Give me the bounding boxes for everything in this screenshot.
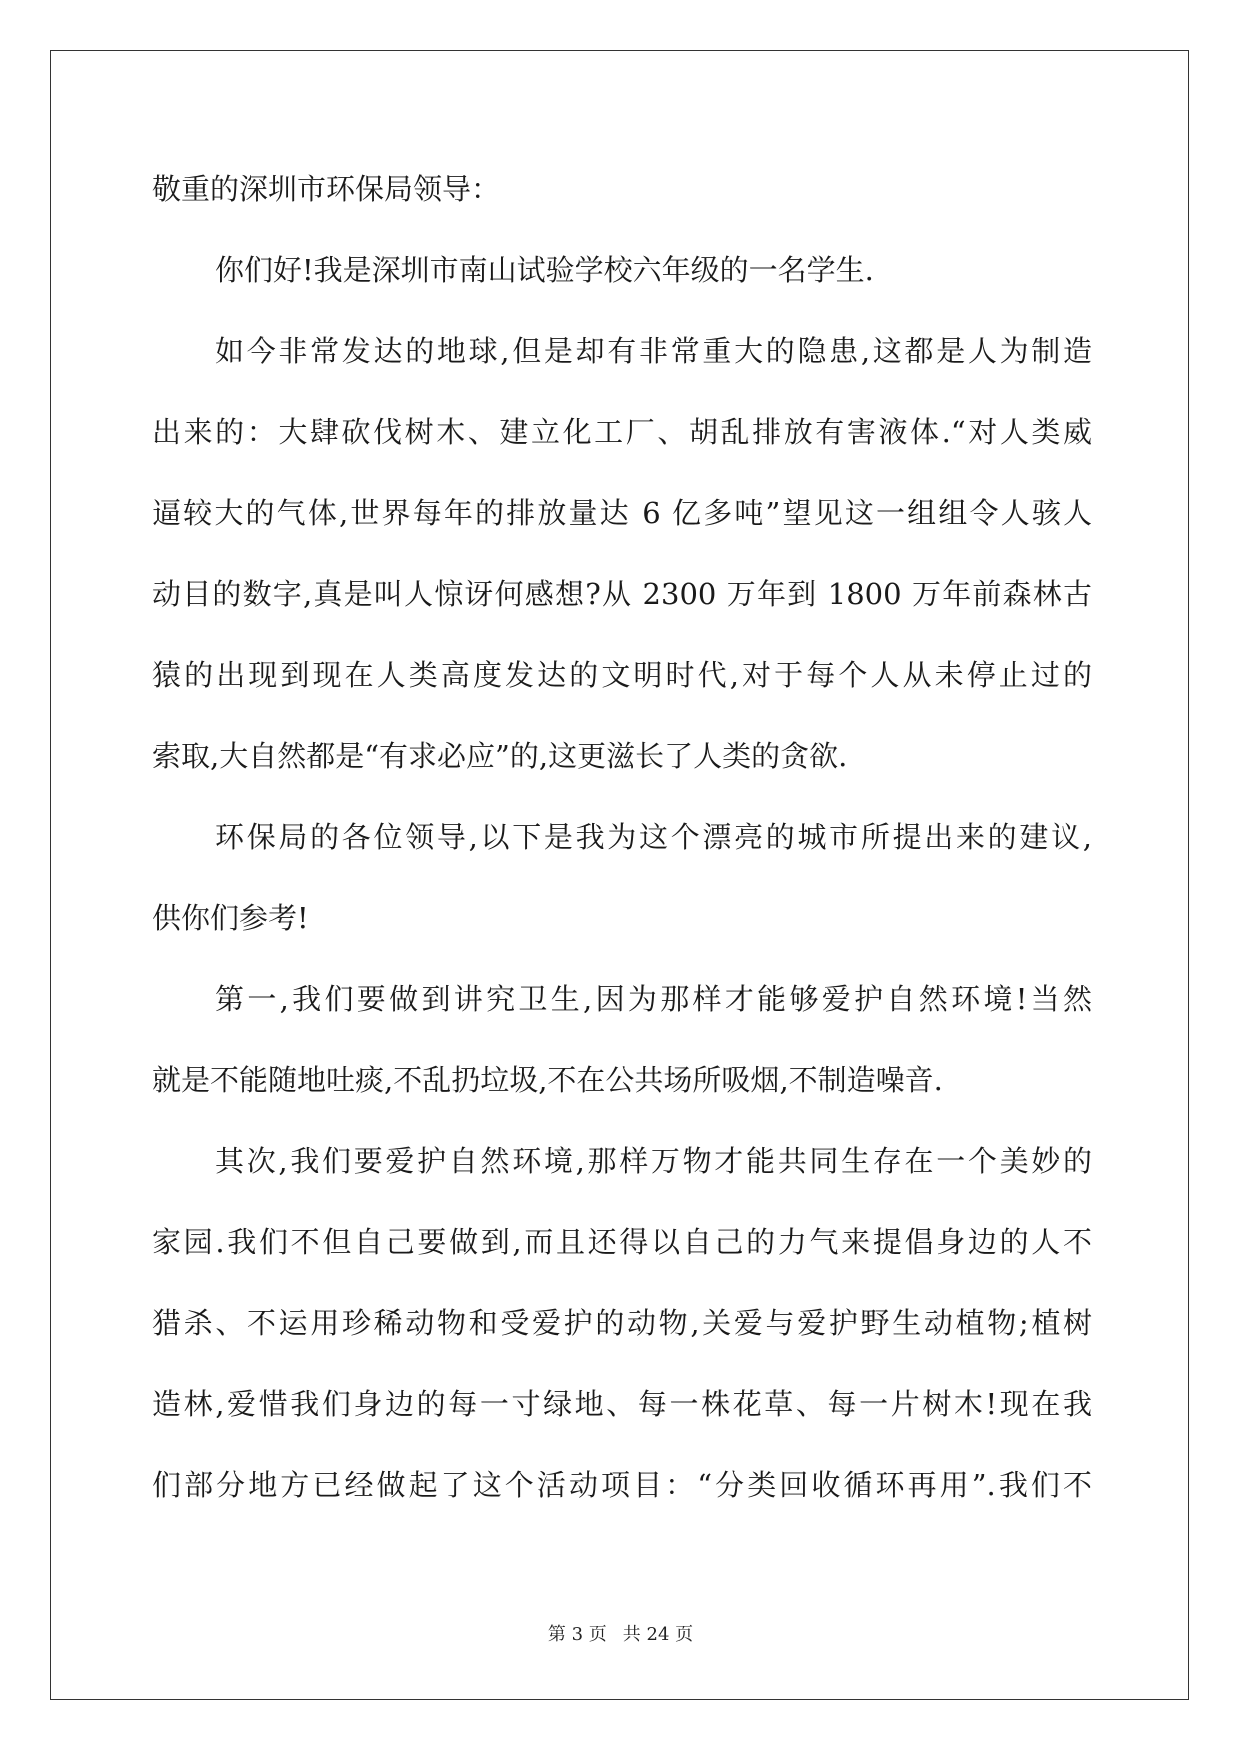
text-line: 供你们参考! xyxy=(152,901,309,935)
text-line: 造林,爱惜我们身边的每一寸绿地、每一株花草、每一片树木!现在我 xyxy=(152,1387,1092,1421)
text-line: 其次,我们要爱护自然环境,那样万物才能共同生存在一个美妙的 xyxy=(215,1144,1092,1178)
text-line: 们部分地方已经做起了这个活动项目：“分类回收循环再用”.我们不 xyxy=(152,1468,1092,1502)
text-line: 索取,大自然都是“有求必应”的,这更滋长了人类的贪欲. xyxy=(152,739,848,773)
text-line: 猿的出现到现在人类高度发达的文明时代,对于每个人从未停止过的 xyxy=(152,658,1092,692)
page-number: 第 3 页 xyxy=(547,1624,607,1645)
text-line: 动目的数字,真是叫人惊讶何感想?从 2300 万年到 1800 万年前森林古 xyxy=(152,577,1092,611)
text-line: 家园.我们不但自己要做到,而且还得以自己的力气来提倡身边的人不 xyxy=(152,1225,1092,1259)
text-line: 逼较大的气体,世界每年的排放量达 6 亿多吨”望见这一组组令人骇人 xyxy=(152,496,1092,530)
page-footer xyxy=(0,1620,1241,1646)
text-line: 猎杀、不运用珍稀动物和受爱护的动物,关爱与爱护野生动植物;植树 xyxy=(152,1306,1092,1340)
text-line: 环保局的各位领导,以下是我为这个漂亮的城市所提出来的建议, xyxy=(215,820,1092,854)
text-line: 第一,我们要做到讲究卫生,因为那样才能够爱护自然环境!当然 xyxy=(215,982,1092,1016)
text-line: 出来的：大肆砍伐树木、建立化工厂、胡乱排放有害液体.“对人类威 xyxy=(152,415,1092,449)
text-line: 就是不能随地吐痰,不乱扔垃圾,不在公共场所吸烟,不制造噪音. xyxy=(152,1063,943,1097)
letter-body xyxy=(152,168,1092,1545)
text-line: 你们好!我是深圳市南山试验学校六年级的一名学生. xyxy=(215,253,874,287)
page-total: 共 24 页 xyxy=(622,1624,694,1645)
text-line: 如今非常发达的地球,但是却有非常重大的隐患,这都是人为制造 xyxy=(215,334,1092,368)
salutation-line: 敬重的深圳市环保局领导： xyxy=(152,172,501,206)
